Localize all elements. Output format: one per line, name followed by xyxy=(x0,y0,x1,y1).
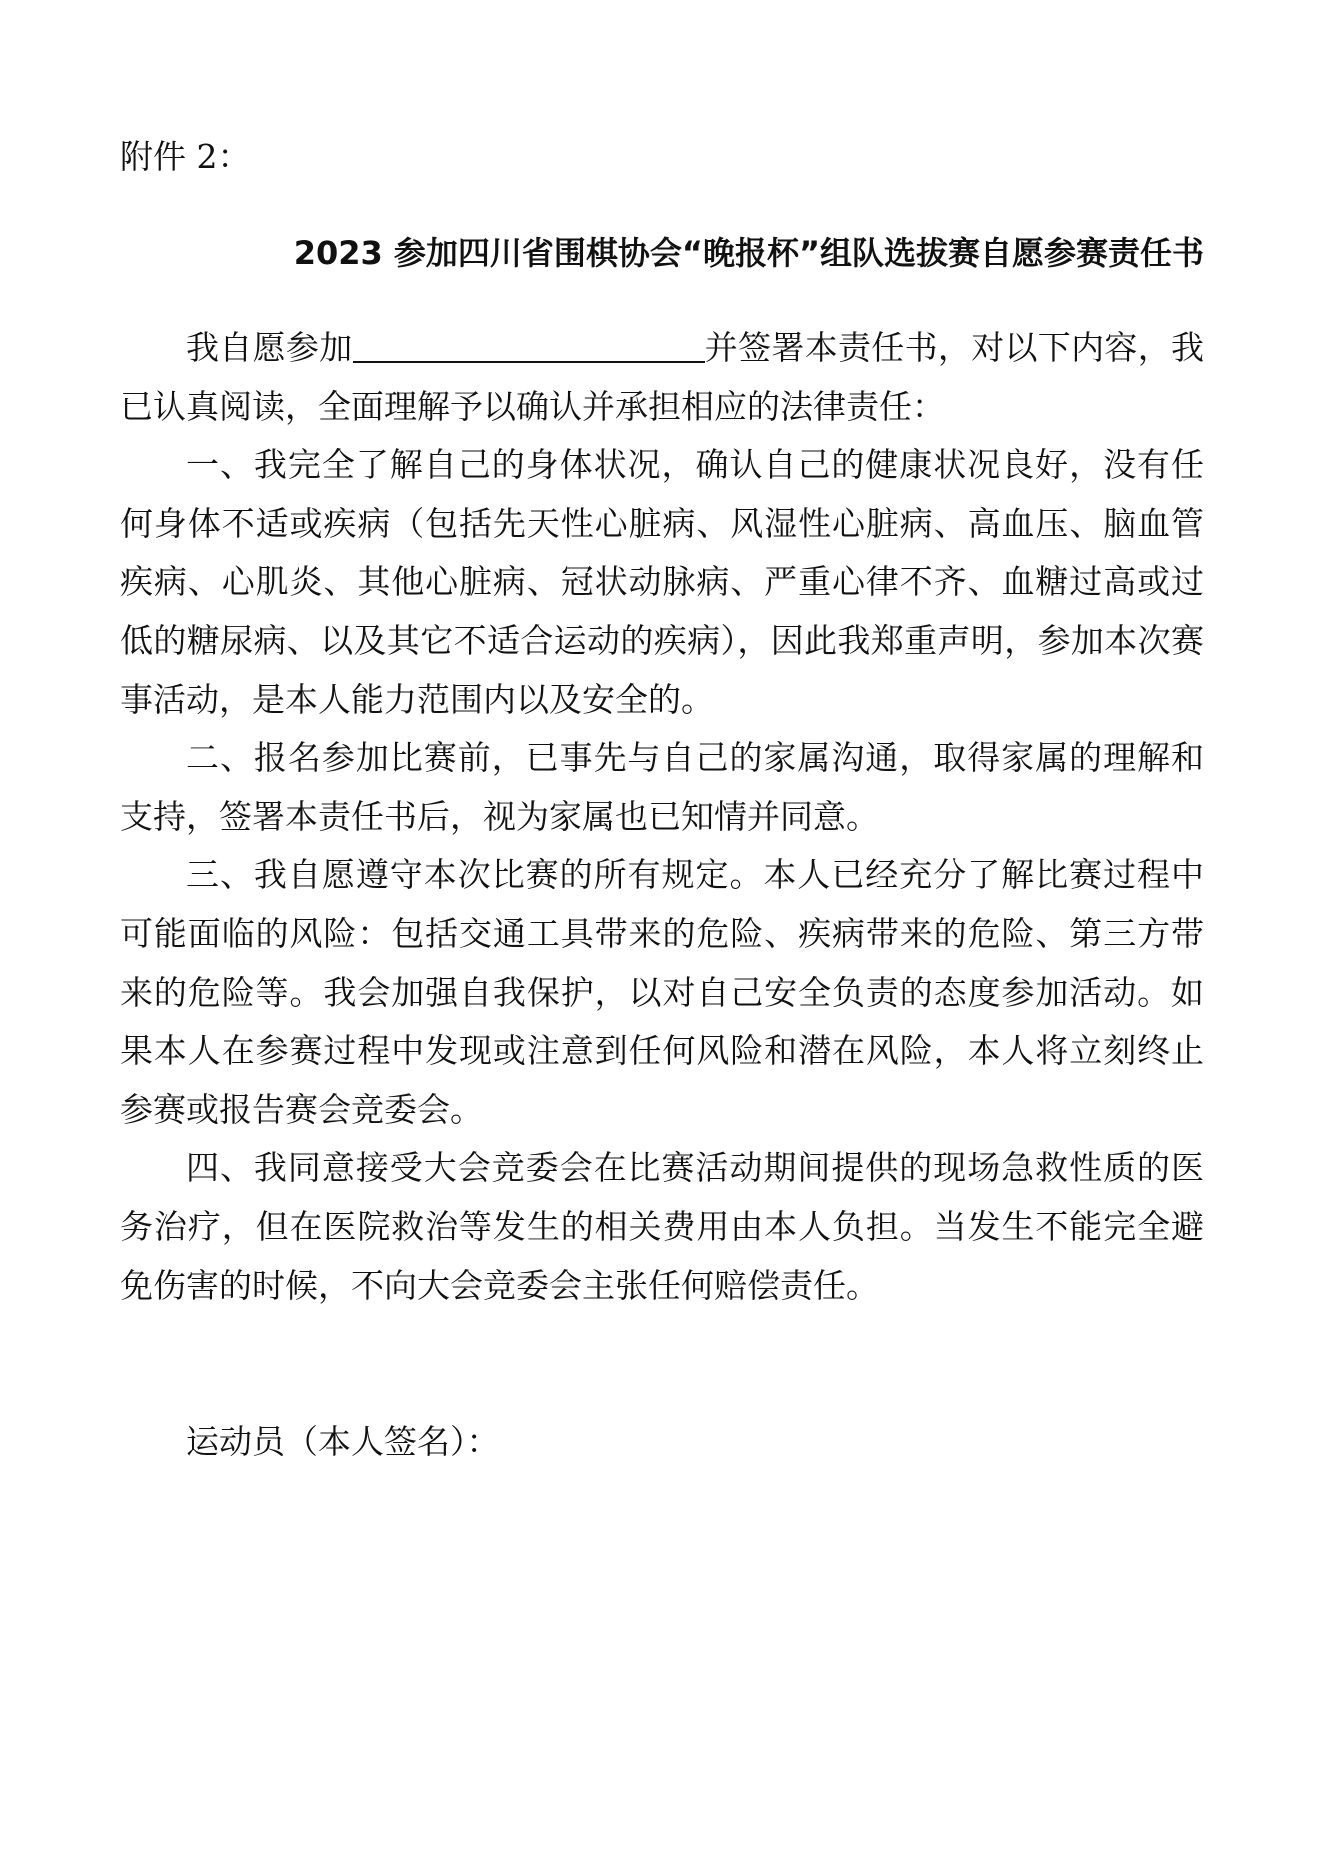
clause-4: 四、我同意接受大会竞委会在比赛活动期间提供的现场急救性质的医务治疗，但在医院救治等发生的相关费用由本人负担。当发生不能完全避免伤害的时候，不向大会竞委会主张任何赔偿责任。 xyxy=(120,1148,1204,1305)
document-body xyxy=(120,319,1204,1315)
athlete-signature-label: 运动员（本人签名）： xyxy=(186,1422,500,1461)
intro-text-before: 我自愿参加 xyxy=(186,328,353,367)
intro-paragraph xyxy=(120,319,1204,436)
intro-text-after: 并签署本责任书，对以下内容，我已认真阅读，全面理解予以确认并承担相应的法律责任： xyxy=(120,328,1205,426)
clause-2: 二、报名参加比赛前，已事先与自己的家属沟通，取得家属的理解和支持，签署本责任书后，视为家属也已知情并同意。 xyxy=(120,738,1204,836)
event-name-blank-line xyxy=(353,327,705,363)
clause-3: 三、我自愿遵守本次比赛的所有规定。本人已经充分了解比赛过程中可能面临的风险：包括交通工具带来的危险、疾病带来的危险、第三方带来的危险等。我会加强自我保护，以对自己安全负责的态度参加活动。如果本人在参赛过程中发现或注意到任何风险和潜在风险，本人将立刻终止参赛或报告赛会竞委会。 xyxy=(120,855,1204,1129)
document-title: 2023 参加四川省围棋协会“晚报杯”组队选拔赛自愿参赛责任书 xyxy=(293,234,1204,272)
attachment-label: 附件 2： xyxy=(120,137,251,176)
clause-1: 一、我完全了解自己的身体状况，确认自己的健康状况良好，没有任何身体不适或疾病（包括先天性心脏病、风湿性心脏病、高血压、脑血管疾病、心肌炎、其他心脏病、冠状动脉病、严重心律不齐、血糖过高或过低的糖尿病、以及其它不适合运动的疾病），因此我郑重声明，参加本次赛事活动，是本人能力范围内以及安全的。 xyxy=(120,445,1204,719)
